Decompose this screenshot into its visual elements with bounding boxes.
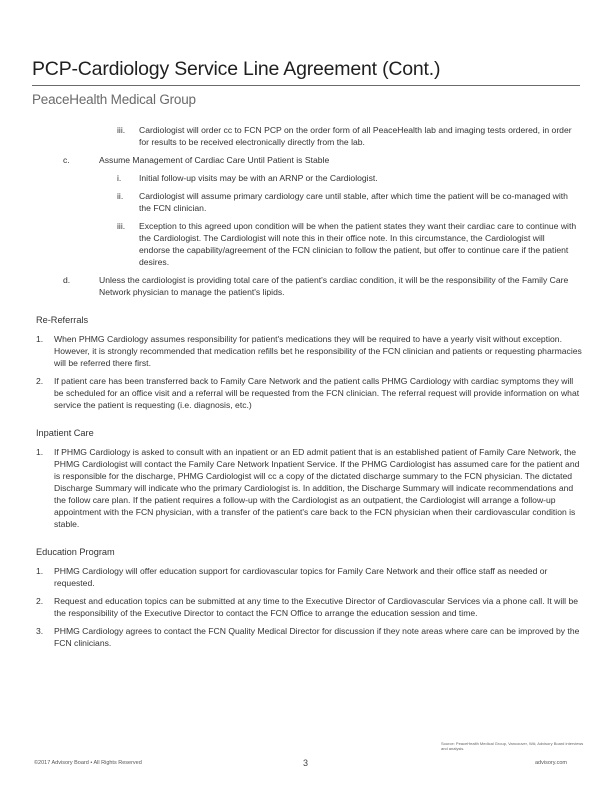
list-item xyxy=(0,375,612,411)
list-item-c xyxy=(0,154,612,166)
footer-source-note: Source: PeaceHealth Medical Group, Vancouver, WA; Advisory Board interviews and analysis. xyxy=(441,741,584,751)
list-item-text: Cardiologist will order cc to FCN PCP on the order form of all PeaceHealth lab and imaging tests ordered, in order for results to be received electronically directly from the lab. xyxy=(139,125,572,147)
list-marker: 2. xyxy=(36,376,44,386)
list-item-text: Initial follow-up visits may be with an ARNP or the Cardiologist. xyxy=(139,173,378,183)
list-marker: 3. xyxy=(36,626,44,636)
list-item-text: If PHMG Cardiology is asked to consult with an inpatient or an ED admit patient that is an established patient of Family Care Network, the PHMG Cardiologist will contact the Family Care Network Inpatient Service. If the PHMG Cardiologist has assumed care for the patient and is responsible for the discharge, PHMG Cardiologist will cc a copy of the dictated discharge summary to the FCN physician. The dictated Discharge Summary will indicate who the primary Cardiologist is. In addition, the Discharge Summary will indicate recommendations and the follow care plan. If the patient requires a follow-up with the Cardiologist as an outpatient, the Cardiologist will arrange a follow-up appointment with the FCN physician, with a transfer of the patient's care back to the FCN physician when their cardiovascular condition is stable. xyxy=(54,447,580,529)
page-title: PCP-Cardiology Service Line Agreement (Cont.) xyxy=(32,58,580,86)
list-item-text: Cardiologist will assume primary cardiology care until stable, after which time the patient will be co-managed with the FCN clinician. xyxy=(139,191,568,213)
list-item-text: When PHMG Cardiology assumes responsibility for patient's medications they will be required to have a yearly visit without exception. However, it is strongly recommended that medication refills bet he responsibility of the FCN clinician and patients or requesting pharmacies will be referred there first. xyxy=(54,334,582,368)
page-number: 3 xyxy=(303,758,309,768)
list-item-text: Assume Management of Cardiac Care Until Patient is Stable xyxy=(99,155,330,165)
list-item xyxy=(0,220,612,268)
list-item xyxy=(0,595,612,619)
list-marker: iii. xyxy=(117,221,126,231)
section-heading-re-referrals: Re-Referrals xyxy=(36,315,89,325)
list-marker: i. xyxy=(117,173,122,183)
page-subtitle: PeaceHealth Medical Group xyxy=(32,92,196,107)
list-item xyxy=(0,625,612,649)
list-item-text: Request and education topics can be submitted at any time to the Executive Director of Cardiovascular Services via a phone call. It will be the responsibility of the Executive Director to contact the FCN Office to arrange the education session and time. xyxy=(54,596,579,618)
list-item-text: PHMG Cardiology agrees to contact the FCN Quality Medical Director for discussion if they note areas where care can be improved by the FCN clinicians. xyxy=(54,626,580,648)
list-marker: 1. xyxy=(36,566,44,576)
list-item xyxy=(0,172,612,184)
list-item xyxy=(0,446,612,530)
list-marker: 2. xyxy=(36,596,44,606)
list-item-text: Unless the cardiologist is providing total care of the patient's cardiac condition, it will be the responsibility of the Family Care Network physician to manage the patient's lipids. xyxy=(99,275,569,297)
document-body xyxy=(0,124,612,655)
list-marker: ii. xyxy=(117,191,124,201)
list-item-text: If patient care has been transferred back to Family Care Network and the patient calls PHMG Cardiology with cardiac symptoms they will be scheduled for an office visit and a referral will be requested from the FCN clinician. The referral request will provide information on what service the patient is requesting (i.e. diagnosis, etc.) xyxy=(54,376,580,410)
list-marker: c. xyxy=(63,155,70,165)
section-heading-inpatient-care: Inpatient Care xyxy=(36,428,94,438)
list-item xyxy=(0,333,612,369)
section-heading-education-program: Education Program xyxy=(36,547,115,557)
list-item xyxy=(0,565,612,589)
list-marker: 1. xyxy=(36,334,44,344)
list-item xyxy=(0,124,612,148)
list-item xyxy=(0,190,612,214)
list-item-text: PHMG Cardiology will offer education support for cardiovascular topics for Family Care Network and their office staff as needed or requested. xyxy=(54,566,548,588)
list-item-text: Exception to this agreed upon condition will be when the patient states they want their cardiac care to continue with the Cardiologist. The Cardiologist will note this in their office note. In this circumstance, the Cardiologist will endorse the capability/agreement of the FCN clinician to follow the patient, but offer to continue care if the patient desires. xyxy=(139,221,577,267)
list-marker: 1. xyxy=(36,447,44,457)
list-item-d xyxy=(0,274,612,298)
list-marker: iii. xyxy=(117,125,126,135)
list-marker: d. xyxy=(63,275,71,285)
footer-site-link[interactable]: advisory.com xyxy=(535,760,567,766)
footer-copyright: ©2017 Advisory Board • All Rights Reserved xyxy=(34,760,142,766)
